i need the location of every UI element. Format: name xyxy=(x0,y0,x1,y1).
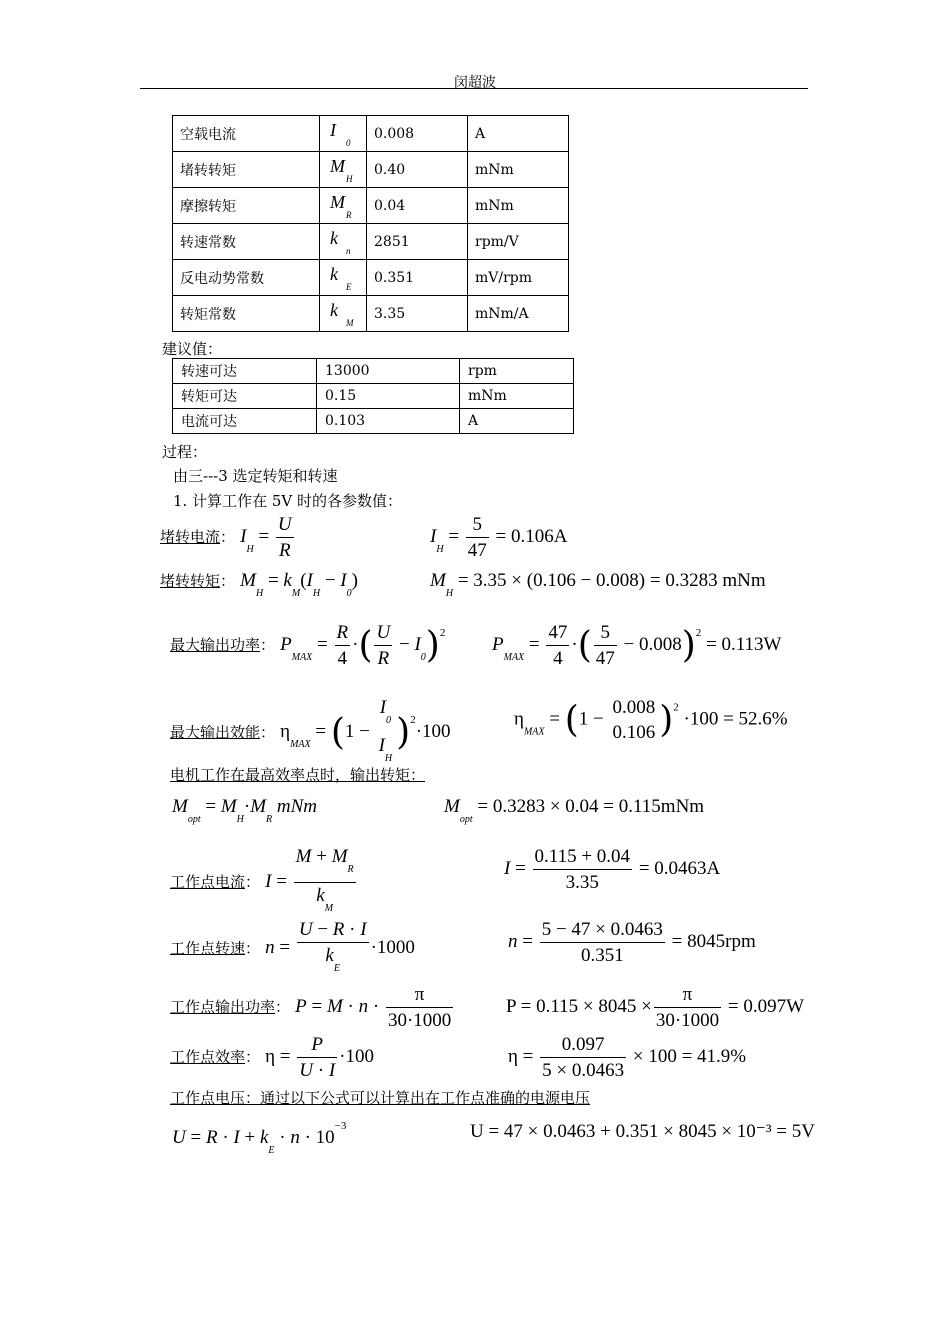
process-title: 过程： xyxy=(162,443,208,461)
param-unit: mNm xyxy=(468,188,569,224)
max-efficiency-formula: $\eta_{MAX} = (1$ − $I_0$ $I_H$ )$^2$·100 xyxy=(280,697,451,764)
param-name: 反电动势常数 xyxy=(173,260,320,296)
param-row xyxy=(173,116,569,152)
work-efficiency-label: 工作点效率 xyxy=(170,1047,246,1066)
step-intro: 由三---3 选定转矩和转速 xyxy=(173,467,338,485)
param-name: 摩擦转矩 xyxy=(173,188,320,224)
header-author: 闵超波 xyxy=(454,75,496,91)
header-divider xyxy=(140,88,808,89)
stall-current-row: 堵转电流： $I_H$ = $\frac{U}{R}$ xyxy=(160,512,296,563)
work-voltage-formula: $U = R \cdot I + k_E \cdot n \cdot 10^{-3}$ xyxy=(172,1120,347,1156)
max-efficiency-result: $\eta_{MAX} = (1$ − 0.008 0.106 )$^2$ ·100 = 52.6% xyxy=(514,697,788,743)
suggest-value: 0.15 xyxy=(317,384,460,409)
work-efficiency-result: η = $\frac{0.097}{5 \times 0.0463}$ × 100 = 41.9% xyxy=(508,1034,747,1081)
stall-current-result: $I_H$ = $\frac{5}{47}$ = 0.106A xyxy=(430,514,568,561)
work-power-formula: P = M · n · $\frac{\pi}{30\cdot 1000}$ xyxy=(295,984,452,1031)
param-unit: mNm xyxy=(468,152,569,188)
param-name: 转矩常数 xyxy=(173,296,320,332)
stall-torque-formula: $M_H = k_M(I_H - I_0)$ xyxy=(240,570,358,599)
suggest-unit: mNm xyxy=(460,384,574,409)
suggest-unit: A xyxy=(460,409,574,434)
param-name: 空载电流 xyxy=(173,116,320,152)
work-voltage-note: 工作点电压：通过以下公式可以计算出在工作点准确的电源电压 xyxy=(170,1089,591,1107)
max-power-label: 最大输出功率 xyxy=(170,635,261,654)
work-efficiency-row: 工作点效率： η = $\frac{P}{U \cdot I}$ ·100 xyxy=(170,1034,374,1081)
param-row xyxy=(173,260,569,296)
motor-parameters-table xyxy=(172,115,569,332)
stall-current-label: 堵转电流 xyxy=(160,527,221,546)
param-symbol-cell xyxy=(320,260,367,296)
suggest-title: 建议值： xyxy=(162,340,223,358)
suggest-row xyxy=(173,359,574,384)
param-unit: rpm/V xyxy=(468,224,569,260)
param-value: 0.04 xyxy=(367,188,468,224)
opt-note: 电机工作在最高效率点时，输出转矩： xyxy=(170,766,426,784)
param-name: 转速常数 xyxy=(173,224,320,260)
param-value: 2851 xyxy=(367,224,468,260)
stall-torque-label: 堵转转矩 xyxy=(160,572,221,590)
optimal-torque-result: $M_{opt} = 0.3283 \times 0.04 = 0.115mNm$ xyxy=(444,796,705,825)
param-unit: mV/rpm xyxy=(468,260,569,296)
stall-torque-row: 堵转转矩： $M_H = k_M(I_H - I_0)$ xyxy=(160,570,358,599)
suggest-row xyxy=(173,409,574,434)
param-symbol-cell xyxy=(320,188,367,224)
suggest-name: 电流可达 xyxy=(173,409,317,434)
suggest-value: 0.103 xyxy=(317,409,460,434)
param-row xyxy=(173,188,569,224)
param-symbol-cell xyxy=(320,116,367,152)
param-symbol-sub: H xyxy=(346,174,353,184)
param-row xyxy=(173,152,569,188)
suggest-name: 转矩可达 xyxy=(173,384,317,409)
param-symbol-sub: E xyxy=(346,282,352,292)
work-current-result: I = $\frac{0.115 + 0.04}{3.35}$ = 0.0463A xyxy=(504,846,721,893)
suggest-row xyxy=(173,384,574,409)
work-current-formula: I = $\frac{M + M_R}{k_M}$ xyxy=(265,846,354,914)
work-power-result: P = 0.115 × 8045 × $\frac{\pi}{30\cdot 1000}$ = 0.097W xyxy=(506,984,805,1031)
param-symbol-sub: n xyxy=(346,246,351,256)
param-symbol: k xyxy=(330,228,338,248)
work-speed-label: 工作点转速 xyxy=(170,939,246,958)
param-symbol-sub: R xyxy=(346,210,352,220)
param-value: 0.40 xyxy=(367,152,468,188)
suggest-value: 13000 xyxy=(317,359,460,384)
work-current-label: 工作点电流 xyxy=(170,872,246,891)
param-unit: mNm/A xyxy=(468,296,569,332)
work-speed-result: n = $\frac{5 - 47 \times 0.0463}{0.351}$ = 8045rpm xyxy=(508,919,756,966)
work-voltage-result: U = 47 × 0.0463 + 0.351 × 8045 × 10⁻³ = 5V xyxy=(470,1121,815,1142)
param-symbol: M xyxy=(330,156,345,176)
max-efficiency-row: 最大输出效能： $\eta_{MAX} = (1$ − $I_0$ $I_H$ )$^2$·100 xyxy=(170,697,451,764)
stall-torque-result: $M_H = 3.35 \times (0.106 - 0.008) = 0.3283$ mNm xyxy=(430,570,766,599)
param-unit: A xyxy=(468,116,569,152)
param-symbol-sub: 0 xyxy=(346,138,351,148)
max-power-result: $P_{MAX}$ = $\frac{47}{4}$ ·( $\frac{5}{47}$ − 0.008)$^2$ = 0.113W xyxy=(492,622,782,669)
param-value: 0.351 xyxy=(367,260,468,296)
optimal-torque-formula: $M_{opt} = M_H\cdot M_R$ mNm xyxy=(172,796,318,825)
param-symbol: M xyxy=(330,192,345,212)
suggested-values-table xyxy=(172,358,574,434)
max-power-row: 最大输出功率： $P_{MAX}$ = $\frac{R}{4}$ ·( $\frac{U}{R}$ − $I_0)^2$ xyxy=(170,622,446,669)
max-efficiency-label: 最大输出效能 xyxy=(170,723,261,742)
work-power-label: 工作点输出功率 xyxy=(170,997,276,1016)
param-symbol: k xyxy=(330,300,338,320)
suggest-name: 转速可达 xyxy=(173,359,317,384)
work-speed-row: 工作点转速： n = $\frac{U - R \cdot I}{k_E}$ ·1000 xyxy=(170,919,415,974)
work-current-row: 工作点电流： I = $\frac{M + M_R}{k_M}$ xyxy=(170,844,358,921)
param-name: 堵转转矩 xyxy=(173,152,320,188)
suggest-unit: rpm xyxy=(460,359,574,384)
param-symbol-sub: M xyxy=(346,318,354,328)
param-row xyxy=(173,296,569,332)
stall-current-formula: $I_H$ = $\frac{U}{R}$ xyxy=(240,514,292,561)
param-symbol: k xyxy=(330,264,338,284)
work-power-row: 工作点输出功率： P = M · n · $\frac{\pi}{30\cdot 1000}$ xyxy=(170,982,455,1033)
param-symbol-cell xyxy=(320,296,367,332)
param-value: 3.35 xyxy=(367,296,468,332)
param-value: 0.008 xyxy=(367,116,468,152)
max-power-formula: $P_{MAX}$ = $\frac{R}{4}$ ·( $\frac{U}{R}$ − $I_0)^2$ xyxy=(280,622,446,669)
param-symbol-cell xyxy=(320,224,367,260)
step-1: 1. 计算工作在 5V 时的各参数值： xyxy=(173,492,402,510)
work-efficiency-formula: η = $\frac{P}{U \cdot I}$ ·100 xyxy=(265,1034,374,1081)
param-symbol: I xyxy=(330,120,336,140)
work-speed-formula: n = $\frac{U - R \cdot I}{k_E}$ ·1000 xyxy=(265,919,415,974)
param-row xyxy=(173,224,569,260)
param-symbol-cell xyxy=(320,152,367,188)
